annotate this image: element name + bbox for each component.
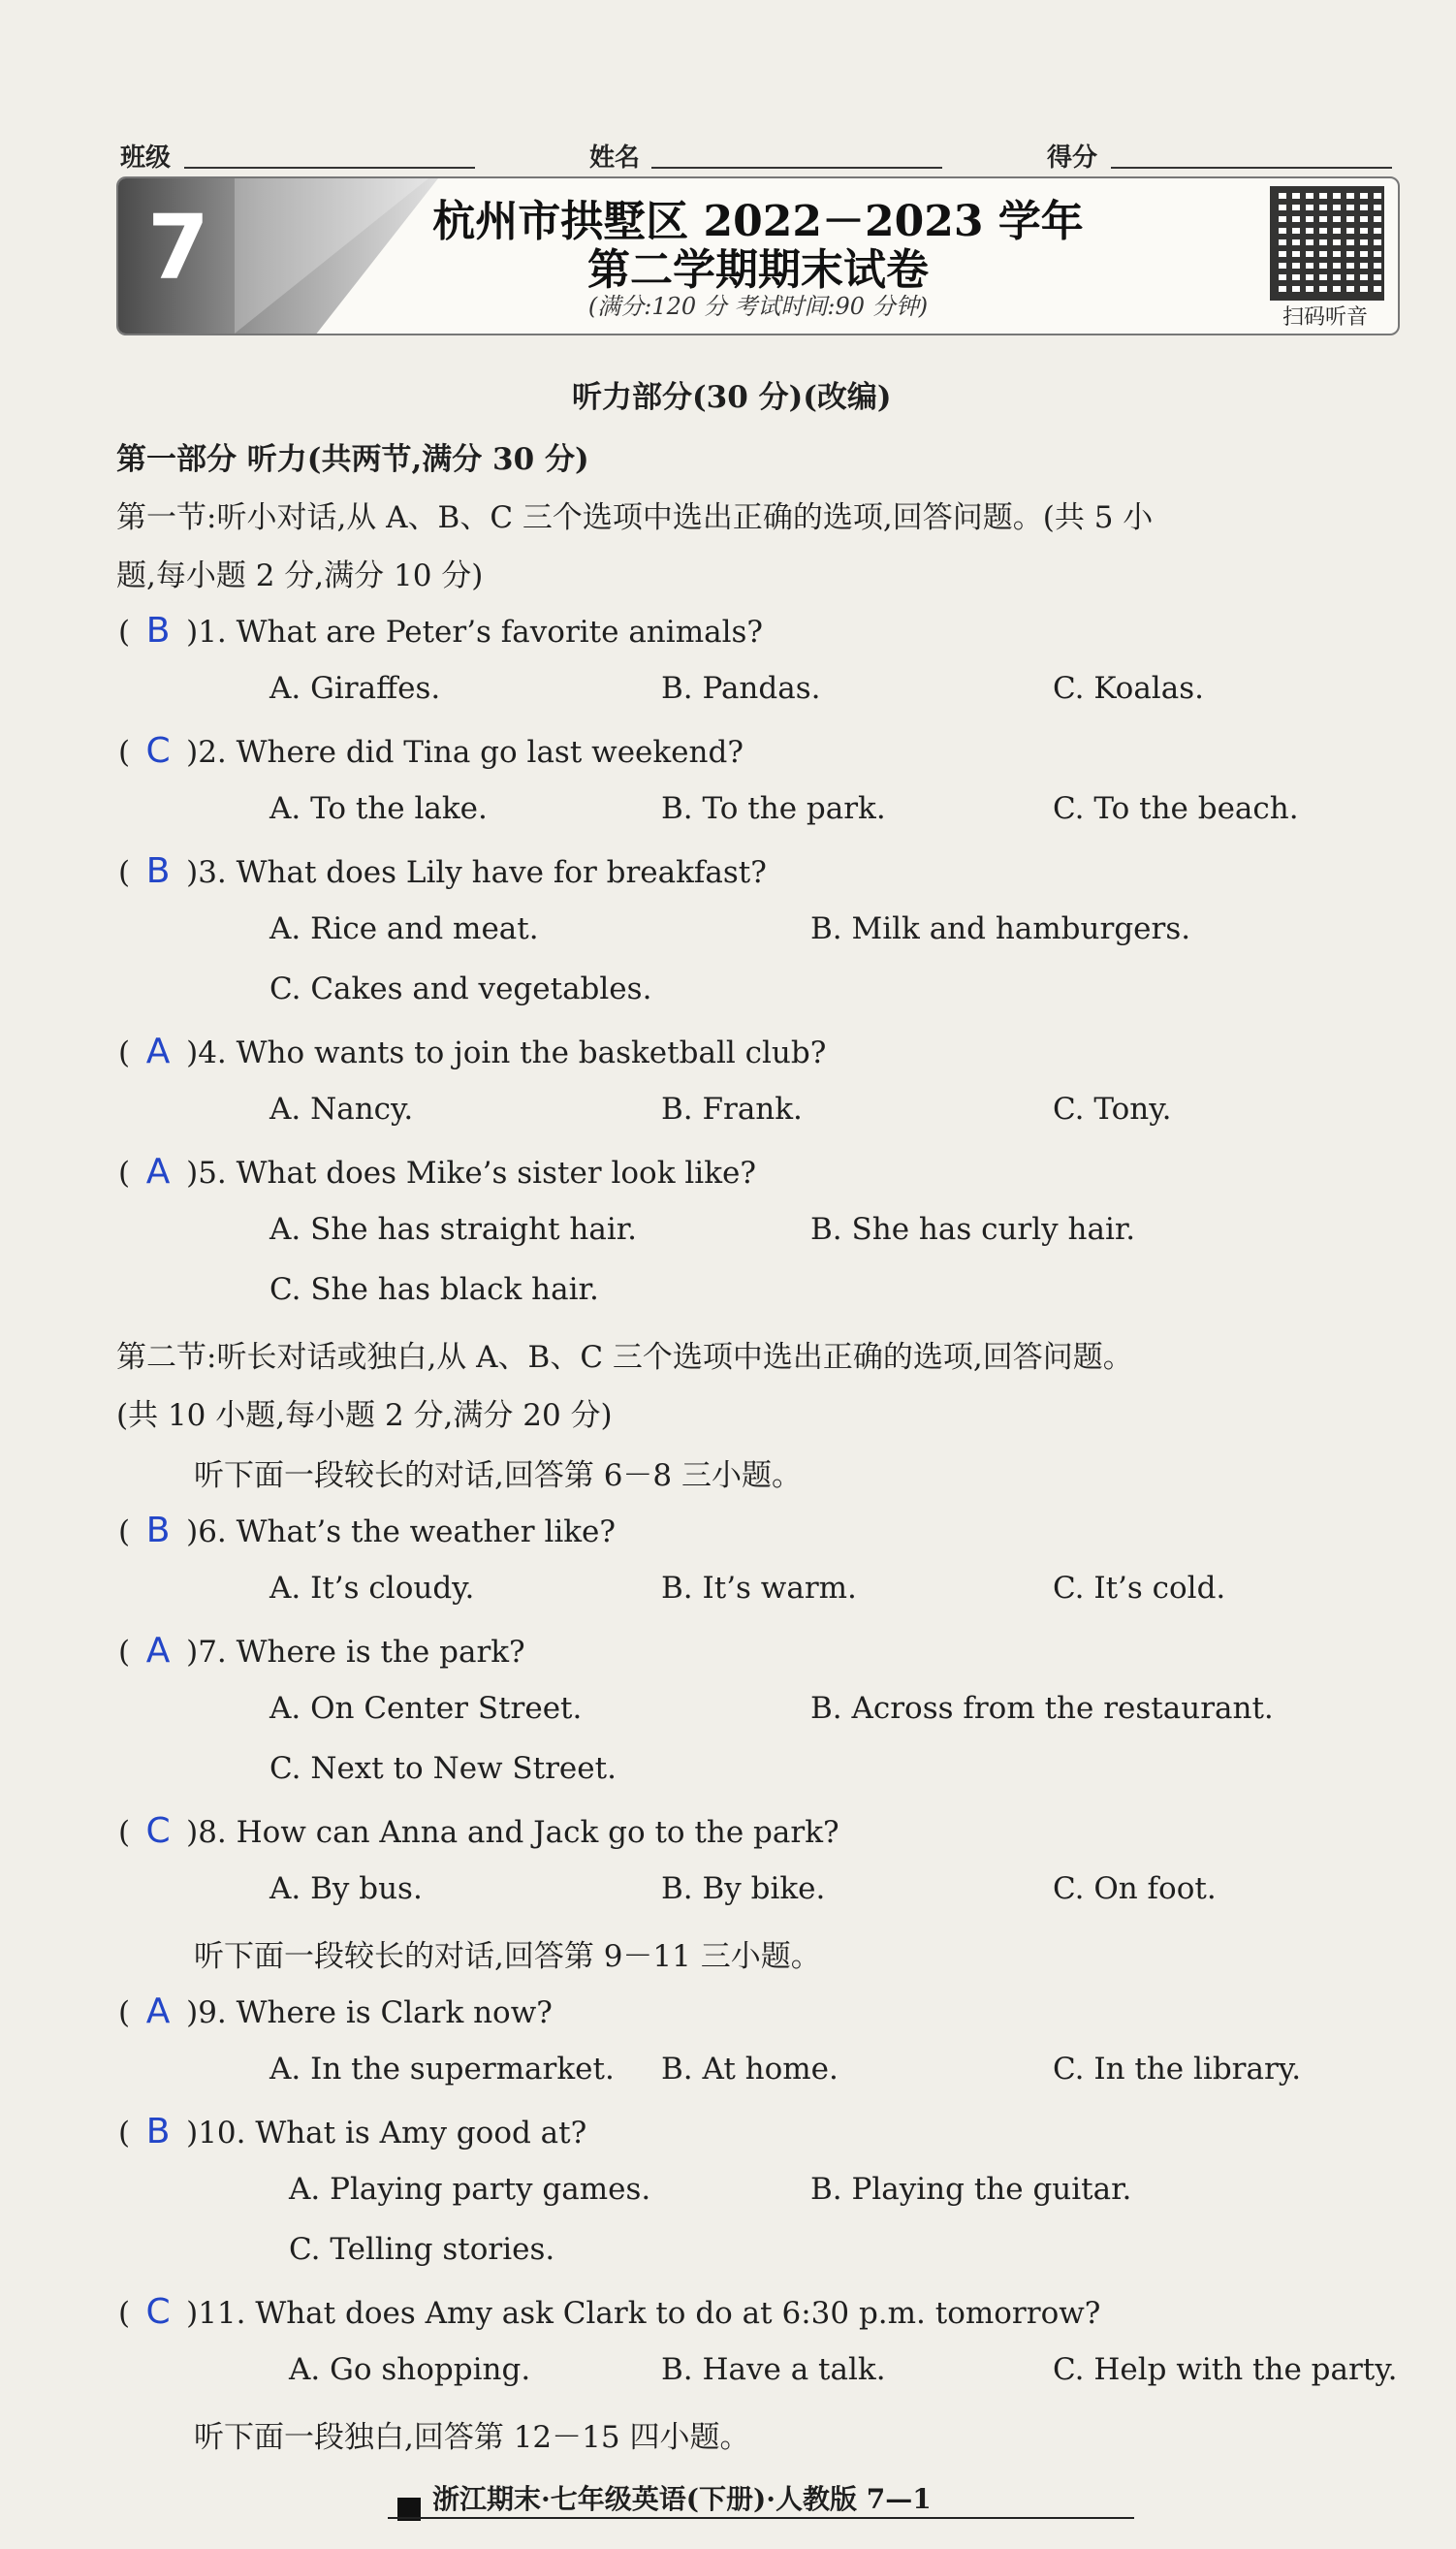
- footer-text: 浙江期末·七年级英语(下册)·人教版 7—1: [432, 2483, 932, 2515]
- q10-option-b: B. Playing the guitar.: [810, 2172, 1132, 2207]
- part-one-heading: 第一部分 听力(共两节,满分 30 分): [116, 442, 589, 477]
- q6-option-b: B. It’s warm.: [661, 1571, 857, 1606]
- q10-option-c: C. Telling stories.: [289, 2232, 555, 2267]
- q5-option-c: C. She has black hair.: [269, 1272, 599, 1307]
- q9-option-a: A. In the supermarket.: [269, 2052, 615, 2087]
- answer-1[interactable]: B: [145, 611, 171, 651]
- q3-option-b: B. Milk and hamburgers.: [810, 911, 1191, 946]
- answer-4[interactable]: A: [145, 1032, 171, 1071]
- q4-option-b: B. Frank.: [661, 1092, 803, 1127]
- answer-10[interactable]: B: [145, 2112, 171, 2151]
- question-2: ( C )2. Where did Tina go last weekend?: [118, 731, 744, 771]
- q2-option-c: C. To the beach.: [1053, 791, 1299, 826]
- exam-title-line1: 杭州市拱墅区 2022－2023 学年: [432, 197, 1084, 246]
- q3-option-c: C. Cakes and vegetables.: [269, 972, 652, 1006]
- question-9-stem: )9. Where is Clark now?: [186, 1995, 553, 2030]
- question-11-stem: )11. What does Amy ask Clark to do at 6:30 p.m. tomorrow?: [186, 2296, 1101, 2331]
- question-6: ( B )6. What’s the weather like?: [118, 1511, 617, 1550]
- paper-number: 7: [147, 196, 210, 300]
- answer-3[interactable]: B: [145, 851, 171, 891]
- q8-option-a: A. By bus.: [269, 1871, 423, 1906]
- question-8-stem: )8. How can Anna and Jack go to the park?: [186, 1815, 839, 1850]
- answer-11[interactable]: C: [145, 2292, 171, 2332]
- qr-label: 扫码听音: [1282, 305, 1368, 330]
- question-3: ( B )3. What does Lily have for breakfast?: [118, 851, 767, 891]
- q6-option-c: C. It’s cold.: [1053, 1571, 1226, 1606]
- score-label: 得分: [1047, 143, 1098, 173]
- q1-option-a: A. Giraffes.: [269, 671, 441, 706]
- section2-instructions-line2: (共 10 小题,每小题 2 分,满分 20 分): [116, 1398, 613, 1433]
- question-7-stem: )7. Where is the park?: [186, 1635, 525, 1670]
- q6-option-a: A. It’s cloudy.: [269, 1571, 475, 1606]
- question-5: ( A )5. What does Mike’s sister look like?: [118, 1152, 756, 1192]
- answer-6[interactable]: B: [145, 1511, 171, 1550]
- q1-option-b: B. Pandas.: [661, 671, 821, 706]
- answer-7[interactable]: A: [145, 1631, 171, 1671]
- q2-option-a: A. To the lake.: [269, 791, 488, 826]
- name-label: 姓名: [589, 143, 641, 173]
- class-label: 班级: [120, 143, 172, 173]
- q3-option-a: A. Rice and meat.: [269, 911, 539, 946]
- question-9: ( A )9. Where is Clark now?: [118, 1991, 553, 2031]
- q7-option-a: A. On Center Street.: [269, 1691, 583, 1726]
- q8-option-b: B. By bike.: [661, 1871, 826, 1906]
- q9-option-c: C. In the library.: [1053, 2052, 1302, 2087]
- question-4: ( A )4. Who wants to join the basketball club?: [118, 1032, 827, 1071]
- question-4-stem: )4. Who wants to join the basketball club?: [186, 1036, 827, 1070]
- question-10-stem: )10. What is Amy good at?: [186, 2116, 587, 2151]
- question-1: ( B )1. What are Peter’s favorite animals?: [118, 611, 764, 651]
- question-8: ( C )8. How can Anna and Jack go to the park?: [118, 1811, 839, 1851]
- question-1-stem: )1. What are Peter’s favorite animals?: [186, 615, 764, 650]
- exam-subtitle: (满分:120 分 考试时间:90 分钟): [587, 293, 929, 320]
- question-3-stem: )3. What does Lily have for breakfast?: [186, 855, 767, 890]
- answer-2[interactable]: C: [145, 731, 171, 771]
- q11-option-a: A. Go shopping.: [289, 2352, 531, 2387]
- q2-option-b: B. To the park.: [661, 791, 886, 826]
- section1-instructions-line1: 第一节:听小对话,从 A、B、C 三个选项中选出正确的选项,回答问题。(共 5 小: [116, 500, 1154, 535]
- question-7: ( A )7. Where is the park?: [118, 1631, 525, 1671]
- name-blank[interactable]: [651, 167, 942, 169]
- answer-5[interactable]: A: [145, 1152, 171, 1192]
- q4-option-c: C. Tony.: [1053, 1092, 1172, 1127]
- footer-rule: [388, 2517, 1134, 2519]
- q11-option-b: B. Have a talk.: [661, 2352, 886, 2387]
- exam-title-banner: [116, 176, 1400, 335]
- score-blank[interactable]: [1111, 167, 1392, 169]
- question-2-stem: )2. Where did Tina go last weekend?: [186, 735, 744, 770]
- q7-option-c: C. Next to New Street.: [269, 1751, 617, 1786]
- q1-option-c: C. Koalas.: [1053, 671, 1204, 706]
- q10-option-a: A. Playing party games.: [289, 2172, 651, 2207]
- q4-option-a: A. Nancy.: [269, 1092, 414, 1127]
- q7-option-b: B. Across from the restaurant.: [810, 1691, 1274, 1726]
- question-6-stem: )6. What’s the weather like?: [186, 1514, 617, 1549]
- exam-title-line2: 第二学期期末试卷: [587, 245, 929, 295]
- qr-code-icon[interactable]: [1270, 186, 1384, 301]
- section1-instructions-line2: 题,每小题 2 分,满分 10 分): [116, 558, 484, 593]
- class-blank[interactable]: [184, 167, 475, 169]
- q9-option-b: B. At home.: [661, 2052, 839, 2087]
- section-title: 听力部分(30 分)(改编): [572, 380, 892, 415]
- intro-q6-8: 听下面一段较长的对话,回答第 6－8 三小题。: [194, 1458, 803, 1493]
- question-10: ( B )10. What is Amy good at?: [118, 2112, 587, 2151]
- intro-q12-15: 听下面一段独白,回答第 12－15 四小题。: [194, 2420, 750, 2455]
- q11-option-c: C. Help with the party.: [1053, 2352, 1398, 2387]
- answer-9[interactable]: A: [145, 1991, 171, 2031]
- question-11: ( C )11. What does Amy ask Clark to do at 6:30 p.m. tomorrow?: [118, 2292, 1101, 2332]
- answer-8[interactable]: C: [145, 1811, 171, 1851]
- q5-option-b: B. She has curly hair.: [810, 1212, 1136, 1247]
- section2-instructions-line1: 第二节:听长对话或独白,从 A、B、C 三个选项中选出正确的选项,回答问题。: [116, 1340, 1133, 1375]
- question-5-stem: )5. What does Mike’s sister look like?: [186, 1156, 756, 1191]
- intro-q9-11: 听下面一段较长的对话,回答第 9－11 三小题。: [194, 1939, 821, 1974]
- q8-option-c: C. On foot.: [1053, 1871, 1217, 1906]
- q5-option-a: A. She has straight hair.: [269, 1212, 638, 1247]
